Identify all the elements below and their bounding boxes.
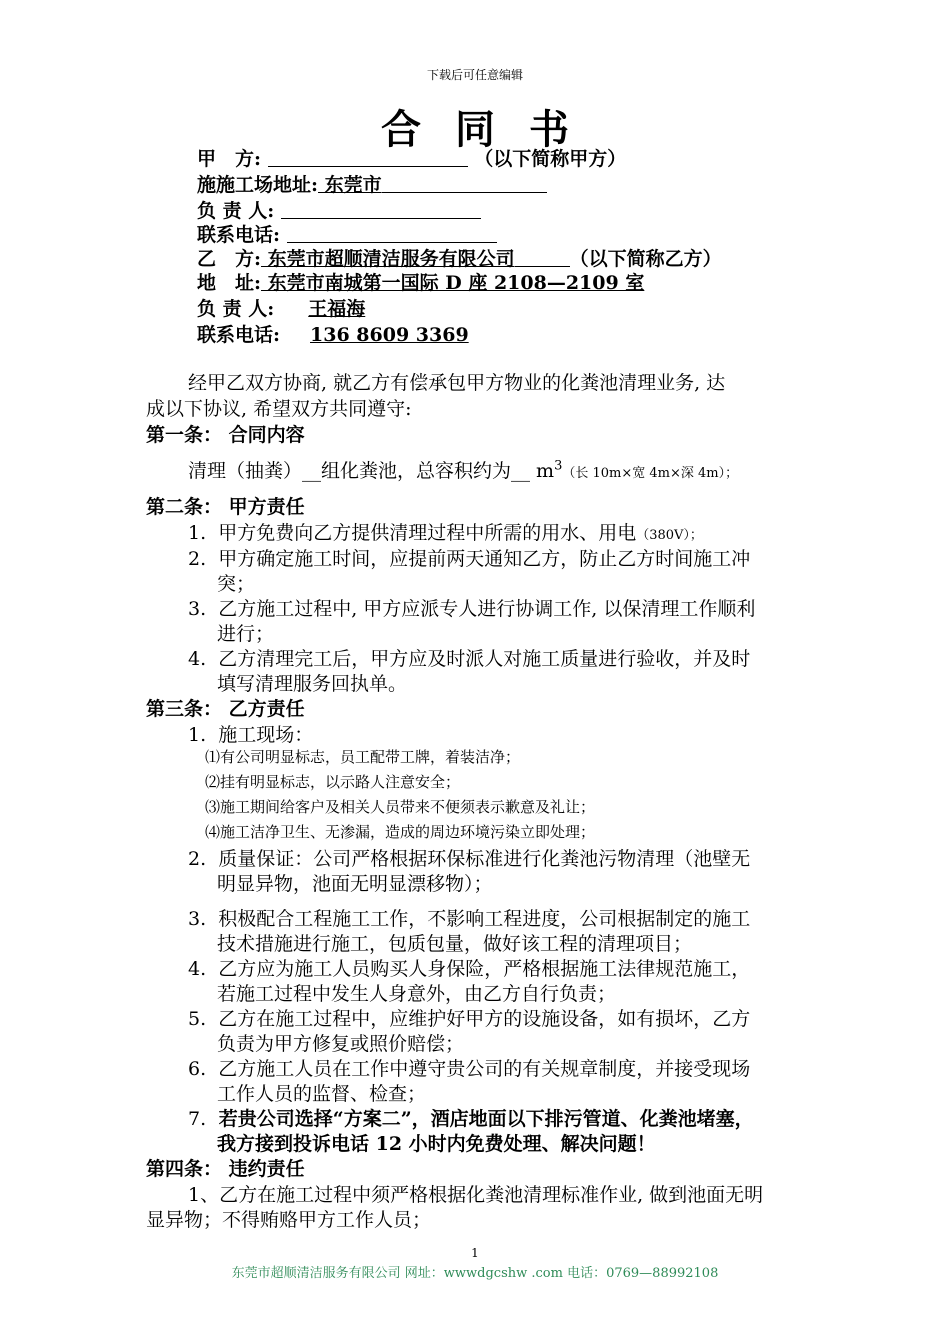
item-number: 4. bbox=[188, 958, 207, 980]
section-3-item-5 bbox=[188, 1004, 750, 1031]
party-b-phone-label: 联系电话: bbox=[197, 324, 281, 346]
item-text: 乙方应为施工人员购买人身保险，严格根据施工法律规范施工， bbox=[218, 958, 751, 980]
section-2-item-3 bbox=[188, 594, 755, 621]
party-a-site-label: 施施工场地址: bbox=[197, 174, 319, 196]
party-b-phone-row bbox=[197, 320, 556, 347]
section-2-item-4-cont: 填写清理服务回执单。 bbox=[217, 673, 408, 695]
item-number: 2. bbox=[188, 548, 207, 570]
item-text-small: （380V）； bbox=[636, 528, 703, 543]
party-b-name-suffix: （以下简称乙方） bbox=[569, 248, 722, 270]
section-3-title: 第三条： 乙方责任 bbox=[146, 698, 305, 720]
party-b-address-label: 地 址: bbox=[197, 272, 262, 294]
party-a-phone-row bbox=[197, 220, 497, 247]
section-3-item-1 bbox=[188, 720, 313, 747]
item-number: 4. bbox=[188, 648, 207, 670]
party-b-contact-label: 负 责 人: bbox=[197, 298, 275, 320]
section-1-line-b: （长 10m×宽 4m×深 4m）； bbox=[562, 466, 739, 481]
section-3-sub-2: ⑵挂有明显标志，以示路人注意安全； bbox=[205, 773, 461, 791]
party-b-address-row bbox=[197, 268, 644, 295]
party-a-site-value: 东莞市 bbox=[318, 174, 382, 196]
section-3-item-4-cont: 若施工过程中发生人身意外，由乙方自行负责； bbox=[217, 983, 617, 1005]
item-text: 甲方确定施工时间，应提前两天通知乙方，防止乙方时间施工冲 bbox=[218, 548, 751, 570]
party-b-contact-row bbox=[197, 294, 508, 321]
party-a-name-blank[interactable] bbox=[268, 148, 468, 167]
party-a-name-label: 甲 方: bbox=[197, 148, 262, 170]
section-3-item-6-cont: 工作人员的监督、检查； bbox=[217, 1083, 427, 1105]
item-number: 1. bbox=[188, 724, 207, 746]
item-number: 3. bbox=[188, 598, 207, 620]
party-b-phone-value: 136 8609 3369 bbox=[310, 324, 469, 346]
section-3-item-5-cont: 负责为甲方修复或照价赔偿； bbox=[217, 1033, 465, 1055]
header-note: 下载后可任意编辑 bbox=[426, 68, 523, 82]
item-text: 乙方清理完工后，甲方应及时派人对施工质量进行验收，并及时 bbox=[218, 648, 751, 670]
item-text: 乙方施工人员在工作中遵守贵公司的有关规章制度，并接受现场 bbox=[218, 1058, 751, 1080]
section-4-line-2: 显异物；不得贿赂甲方工作人员； bbox=[146, 1209, 432, 1231]
section-3-item-3-cont: 技术措施进行施工，包质包量，做好该工程的清理项目； bbox=[217, 933, 693, 955]
item-text: 乙方在施工过程中，应维护好甲方的设施设备，如有损坏，乙方 bbox=[218, 1008, 751, 1030]
party-a-name-suffix: （以下简称甲方） bbox=[474, 148, 627, 170]
section-3-sub-4: ⑷施工洁净卫生、无渗漏，造成的周边环境污染立即处理； bbox=[205, 823, 596, 841]
item-number: 5. bbox=[188, 1008, 207, 1030]
item-number: 3. bbox=[188, 908, 207, 930]
section-4-line-1: 1、乙方在施工过程中须严格根据化粪池清理标准作业, 做到池面无明 bbox=[188, 1184, 764, 1206]
item-text: 施工现场： bbox=[218, 724, 314, 746]
party-b-name-blank bbox=[515, 248, 570, 267]
item-text: 质量保证：公司严格根据环保标准进行化粪池污物清理（池壁无 bbox=[218, 848, 751, 870]
document-title: 合同书 bbox=[381, 106, 603, 153]
item-text: 乙方施工过程中, 甲方应派专人进行协调工作, 以保清理工作顺利 bbox=[218, 598, 756, 620]
party-b-name-row bbox=[197, 244, 722, 271]
party-a-contact-row bbox=[197, 196, 481, 223]
section-2-item-2-cont: 突； bbox=[217, 573, 256, 595]
party-b-contact-value: 王福海 bbox=[308, 298, 366, 320]
section-3-sub-3: ⑶施工期间给客户及相关人员带来不便须表示歉意及礼让； bbox=[205, 798, 596, 816]
party-a-contact-label: 负 责 人: bbox=[197, 200, 275, 222]
item-number: 1. bbox=[188, 522, 207, 544]
item-number: 7. bbox=[188, 1108, 207, 1130]
item-text: 若贵公司选择“方案二”，酒店地面以下排污管道、化粪池堵塞， bbox=[218, 1108, 754, 1130]
section-3-item-7-cont: 我方接到投诉电话 12 小时内免费处理、解决问题！ bbox=[217, 1133, 656, 1155]
section-2-item-1 bbox=[188, 518, 703, 545]
section-3-sub-1: ⑴有公司明显标志，员工配带工牌，着装洁净； bbox=[205, 748, 521, 766]
section-4-title: 第四条： 违约责任 bbox=[146, 1158, 305, 1180]
party-b-address-value: 东莞市南城第一国际 D 座 2108—2109 室 bbox=[261, 272, 645, 294]
section-3-item-4 bbox=[188, 954, 750, 981]
intro-line-2: 成以下协议, 希望双方共同遵守: bbox=[146, 398, 412, 420]
party-a-name-row bbox=[197, 144, 626, 171]
party-a-contact-blank[interactable] bbox=[281, 200, 481, 219]
section-2-item-4 bbox=[188, 644, 750, 671]
section-2-item-3-cont: 进行； bbox=[217, 623, 275, 645]
page-number: 1 bbox=[471, 1246, 479, 1260]
section-3-item-7 bbox=[188, 1104, 754, 1131]
party-a-phone-blank[interactable] bbox=[287, 224, 497, 243]
party-a-phone-label: 联系电话: bbox=[197, 224, 281, 246]
intro-line-1: 经甲乙双方协商, 就乙方有偿承包甲方物业的化粪池清理业务, 达 bbox=[188, 372, 726, 394]
section-3-item-6 bbox=[188, 1054, 750, 1081]
section-2-title: 第二条： 甲方责任 bbox=[146, 496, 305, 518]
item-number: 2. bbox=[188, 848, 207, 870]
party-a-site-row bbox=[197, 170, 547, 197]
party-b-name-label: 乙 方: bbox=[197, 248, 262, 270]
page-footer: 东莞市超顺清洁服务有限公司 网址：wwwdgcshw .com 电话：0769—88992108 bbox=[231, 1266, 719, 1281]
section-3-item-2-cont: 明显异物，池面无明显漂移物）； bbox=[217, 873, 493, 895]
item-number: 6. bbox=[188, 1058, 207, 1080]
section-1-content bbox=[188, 456, 738, 483]
section-1-line-a: 清理（抽粪）__组化粪池，总容积约为__ m bbox=[188, 460, 555, 482]
section-2-item-2 bbox=[188, 544, 750, 571]
section-1-superscript: 3 bbox=[554, 458, 563, 474]
party-b-name-value: 东莞市超顺清洁服务有限公司 bbox=[261, 248, 515, 270]
item-text: 甲方免费向乙方提供清理过程中所需的用水、用电 bbox=[218, 522, 637, 544]
section-3-item-3 bbox=[188, 904, 750, 931]
section-3-item-2 bbox=[188, 844, 750, 871]
item-text: 积极配合工程施工工作，不影响工程进度，公司根据制定的施工 bbox=[218, 908, 751, 930]
section-1-title: 第一条： 合同内容 bbox=[146, 424, 305, 446]
party-a-site-blank[interactable] bbox=[382, 174, 547, 193]
